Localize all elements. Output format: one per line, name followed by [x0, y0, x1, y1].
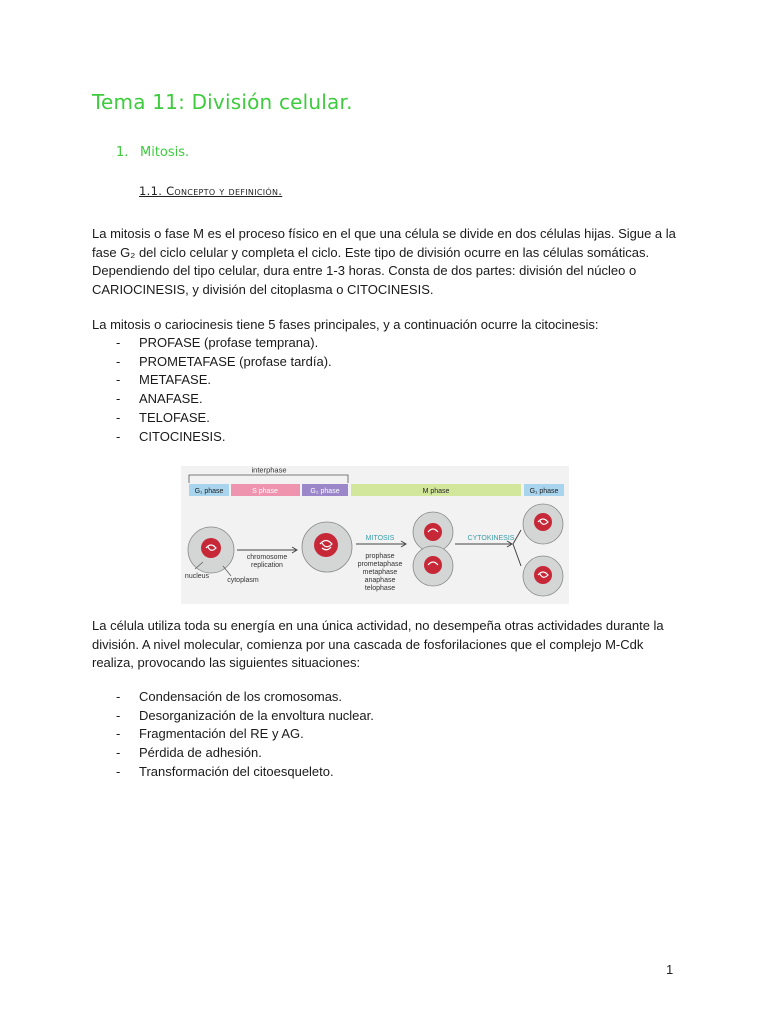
paragraph-line: La célula utiliza toda su energía en una única actividad, no desempeña otras actividades durante la: [92, 618, 664, 633]
paragraph-line: La mitosis o fase M es el proceso físico en el que una célula se divide en dos células hijas. Sigue a la: [92, 226, 676, 241]
paragraph-line: Dependiendo del tipo celular, dura entre 1-3 horas. Consta de dos partes: división del núcleo o: [92, 263, 637, 278]
paragraph-energy: [92, 617, 678, 673]
prophase-label: prophase: [365, 553, 395, 560]
list-item-text: PROFASE (profase temprana).: [139, 335, 319, 350]
telophase-label: telophase: [364, 585, 396, 592]
list-item: [116, 353, 332, 372]
g2-label: G₂ phase: [310, 488, 340, 495]
list-item: [116, 334, 332, 353]
list-marker: -: [116, 372, 121, 388]
paragraph-intro: [92, 225, 678, 299]
cell-daughter-bottom: [523, 556, 563, 596]
g1-label: G₁ phase: [194, 488, 224, 495]
list-marker: -: [116, 353, 121, 369]
list-item: [116, 428, 332, 447]
paragraph-line: fase G₂ del ciclo celular y completa el ciclo. Este tipo de división ocurre en las células somáticas.: [92, 244, 650, 260]
section-number: 1.: [116, 145, 129, 160]
situations-list: [116, 688, 374, 782]
nucleus-label: nucleus: [184, 573, 210, 580]
list-item-text: Transformación del citoesqueleto.: [139, 763, 334, 779]
mitosis-label: MITOSIS: [365, 535, 395, 542]
list-item: [116, 707, 374, 726]
s-label: S phase: [252, 488, 278, 495]
cell-cycle-diagram: [181, 466, 569, 604]
paragraph-line: división. A nivel molecular, comienza por una cascada de fosforilaciones que el complejo M-Cdk: [92, 636, 644, 652]
paragraph-phases-intro: La mitosis o cariocinesis tiene 5 fases principales, y a continuación ocurre la citocinesis:: [92, 317, 599, 332]
list-item: [116, 725, 374, 744]
list-item-text: ANAFASE.: [139, 391, 203, 407]
cell-daughter-top: [523, 504, 563, 544]
list-marker: -: [116, 689, 121, 704]
interphase-label: interphase: [251, 466, 287, 475]
metaphase-label: metaphase: [362, 569, 398, 576]
list-marker: -: [116, 763, 121, 779]
section-label: Mitosis.: [140, 145, 190, 160]
list-item-text: TELOFASE.: [139, 409, 210, 425]
page-number: 1: [666, 962, 674, 977]
anaphase-label: anaphase: [364, 577, 396, 584]
list-item: [116, 409, 332, 428]
list-item-text: CITOCINESIS.: [139, 428, 226, 444]
list-item-text: Fragmentación del RE y AG.: [139, 726, 304, 742]
list-item: [116, 688, 374, 707]
list-item-text: PROMETAFASE (profase tardía).: [139, 353, 332, 369]
cytoplasm-label: cytoplasm: [227, 577, 259, 584]
list-item: [116, 371, 332, 390]
list-marker: -: [116, 335, 121, 350]
phases-list: [116, 334, 332, 446]
list-marker: -: [116, 745, 121, 761]
list-marker: -: [116, 428, 121, 444]
cell-g1: [188, 527, 234, 573]
section-heading: [116, 145, 189, 160]
cytokinesis-label: CYTOKINESIS: [467, 535, 515, 542]
list-item-text: Pérdida de adhesión.: [139, 745, 262, 761]
list-item: [116, 763, 374, 782]
list-marker: -: [116, 726, 121, 742]
page-title: Tema 11: División celular.: [92, 90, 353, 114]
list-item: [116, 390, 332, 409]
paragraph-line: realiza, provocando las siguientes situaciones:: [92, 655, 361, 670]
replication-label: replication: [251, 562, 283, 569]
prometaphase-label: prometaphase: [357, 561, 403, 568]
subsection-heading: 1.1. Concepto y definición.: [139, 184, 283, 198]
list-marker: -: [116, 707, 121, 723]
paragraph-line: CARIOCINESIS, y división del citoplasma o CITOCINESIS.: [92, 281, 434, 297]
cell-g2: [302, 522, 352, 572]
list-marker: -: [116, 391, 121, 407]
chromosome-label: chromosome: [246, 554, 288, 561]
list-marker: -: [116, 409, 121, 425]
g1b-label: G₁ phase: [529, 488, 559, 495]
m-label: M phase: [422, 488, 450, 495]
list-item: [116, 744, 374, 763]
list-item-text: Desorganización de la envoltura nuclear.: [139, 707, 374, 723]
list-item-text: METAFASE.: [139, 372, 211, 388]
list-item-text: Condensación de los cromosomas.: [139, 689, 343, 704]
